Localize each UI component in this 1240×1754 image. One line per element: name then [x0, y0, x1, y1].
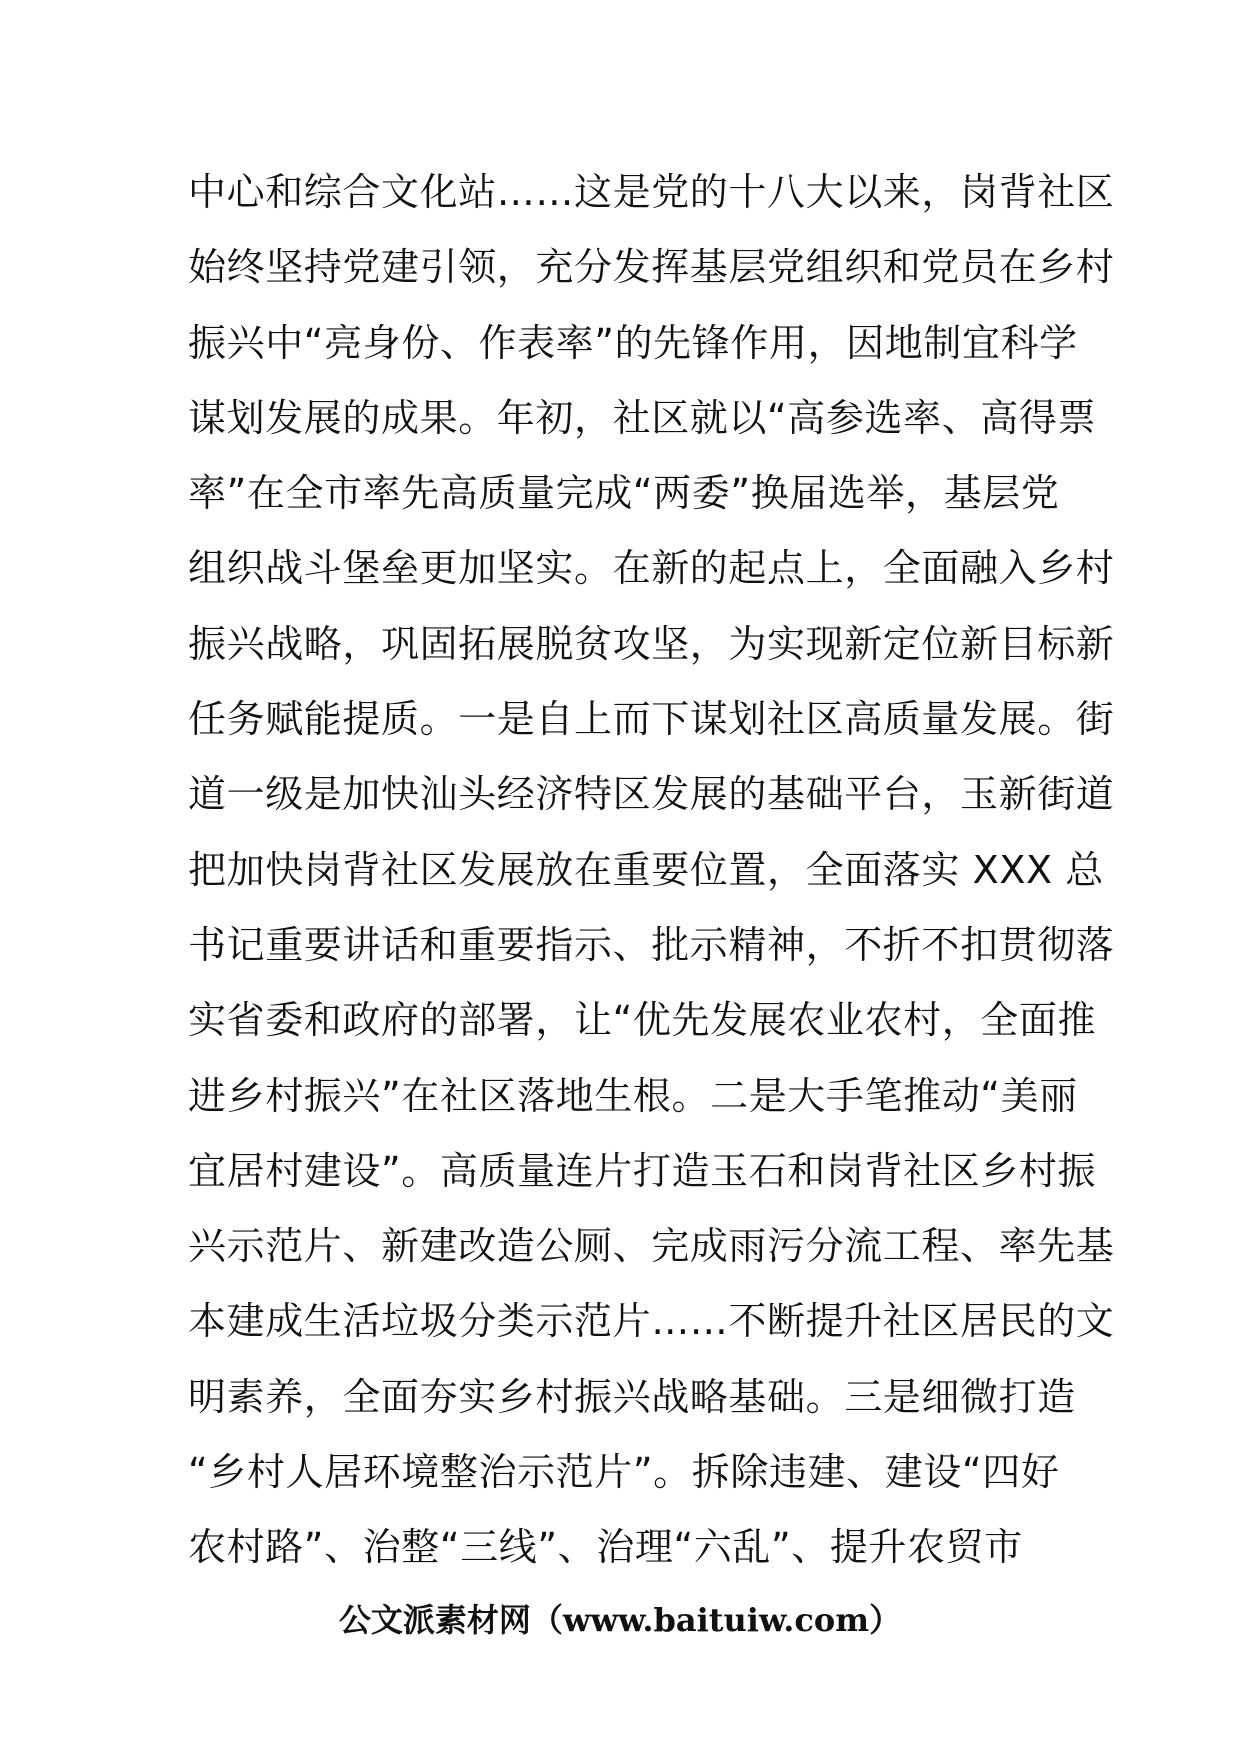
text-line: 实省委和政府的部署，让“优先发展农业农村，全面推: [188, 998, 1097, 1043]
text-line: 道一级是加快汕头经济特区发展的基础平台，玉新街道: [188, 772, 1115, 817]
text-line: 率”在全市率先高质量完成“两委”换届选举，基层党: [188, 471, 1060, 516]
text-line: 宜居村建设”。高质量连片打造玉石和岗背社区乡村振: [188, 1148, 1097, 1193]
text-line: 农村路”、治整“三线”、治理“六乱”、提升农贸市: [188, 1525, 1023, 1570]
text-line: 始终坚持党建引领，充分发挥基层党组织和党员在乡村: [188, 245, 1115, 290]
text-line: 谋划发展的成果。年初，社区就以“高参选率、高得票: [188, 395, 1097, 440]
text-line: 振兴中“亮身份、作表率”的先锋作用，因地制宜科学: [188, 320, 1078, 365]
text-line: 任务赋能提质。一是自上而下谋划社区高质量发展。街: [188, 697, 1115, 742]
text-line: 本建成生活垃圾分类示范片……不断提升社区居民的文: [188, 1299, 1115, 1344]
text-line: 明素养，全面夯实乡村振兴战略基础。三是细微打造: [188, 1374, 1076, 1419]
body-text: [188, 155, 1115, 1586]
text-line: “乡村人居环境整治示范片”。拆除违建、建设“四好: [188, 1450, 1060, 1495]
text-line: 书记重要讲话和重要指示、批示精神，不折不扣贯彻落: [188, 922, 1115, 967]
footer-watermark: 公文派素材网（www.baituiw.com）: [338, 1601, 902, 1639]
text-line: 把加快岗背社区发展放在重要位置，全面落实 XXX 总: [188, 847, 1104, 892]
text-line: 组织战斗堡垒更加坚实。在新的起点上，全面融入乡村: [188, 546, 1115, 591]
text-line: 兴示范片、新建改造公厕、完成雨污分流工程、率先基: [188, 1224, 1115, 1269]
text-line: 进乡村振兴”在社区落地生根。二是大手笔推动“美丽: [188, 1073, 1078, 1118]
text-line: 中心和综合文化站……这是党的十八大以来，岗背社区: [188, 170, 1115, 214]
text-line: 振兴战略，巩固拓展脱贫攻坚，为实现新定位新目标新: [188, 621, 1115, 666]
